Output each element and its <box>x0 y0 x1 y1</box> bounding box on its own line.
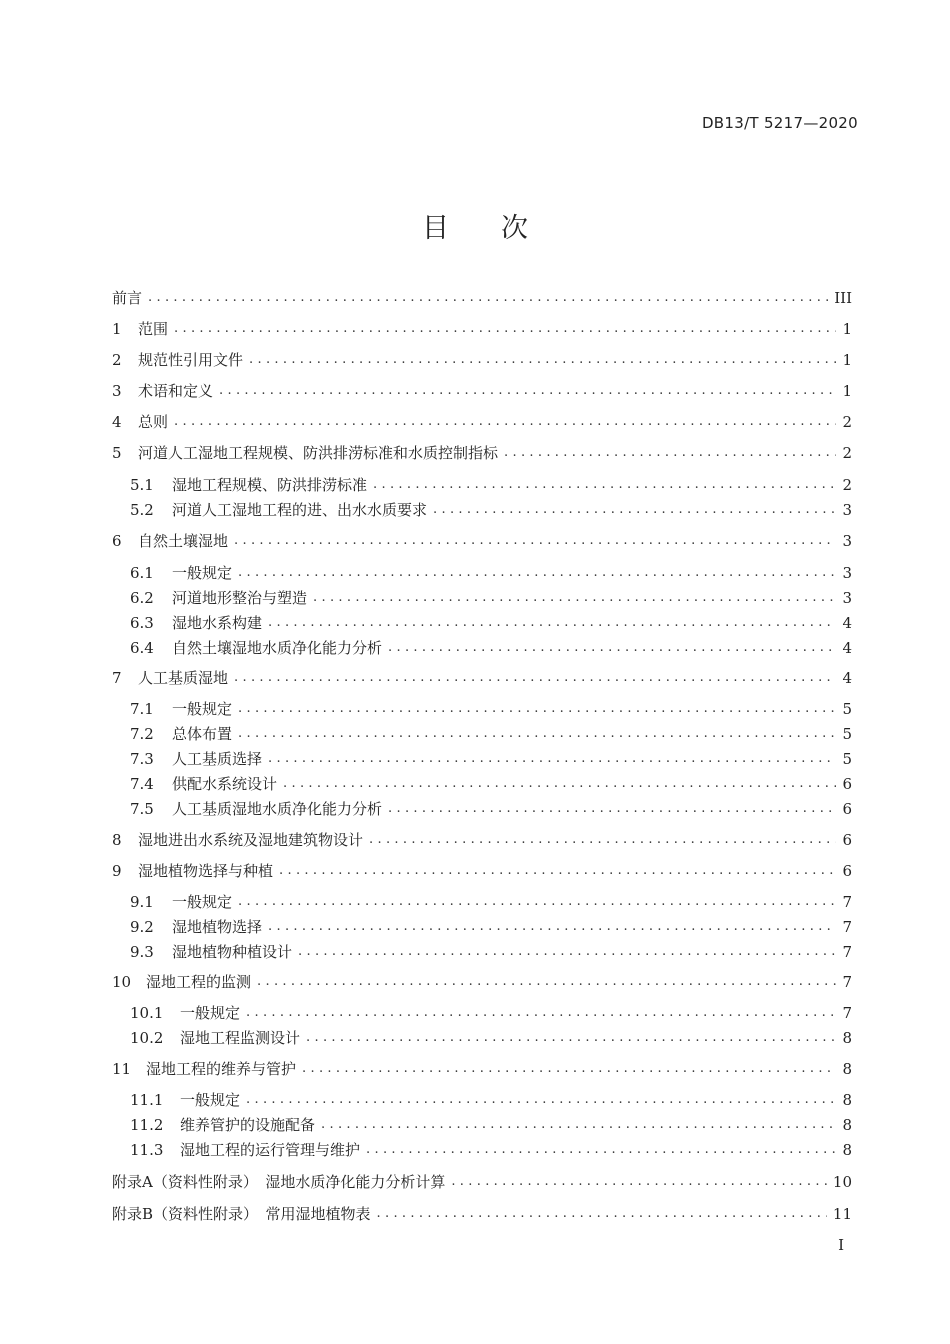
toc-entry-10[interactable] <box>112 970 852 994</box>
toc-entry-number: 7.3 <box>130 750 154 768</box>
toc-entry-label: 供配水系统设计 <box>172 775 278 793</box>
toc-entry-page: 7 <box>842 943 852 961</box>
toc-entry-label: 总体布置 <box>172 725 233 743</box>
toc-entry-number: 5 <box>112 444 122 462</box>
toc-entry-5-2[interactable] <box>112 498 852 522</box>
toc-entry-number: 9.2 <box>130 918 154 936</box>
toc-entry-page: 8 <box>842 1141 852 1159</box>
toc-entry-number: 11.2 <box>130 1116 164 1134</box>
toc-entry-label: 河道人工湿地工程规模、防洪排涝标准和水质控制指标 <box>138 444 499 462</box>
toc-entry-number: 5.2 <box>130 501 154 519</box>
toc-entry-11-2[interactable] <box>112 1113 852 1137</box>
toc-entry-number: 10 <box>112 973 132 991</box>
toc-entry-label: 湿地工程监测设计 <box>180 1029 301 1047</box>
dot-leader <box>388 636 836 660</box>
dot-leader <box>246 1001 836 1025</box>
toc-entry-page: 1 <box>842 382 852 400</box>
toc-entry-number: 10.1 <box>130 1004 164 1022</box>
toc-entry-number: 5.1 <box>130 476 154 494</box>
toc-entry-number: 9.1 <box>130 893 154 911</box>
toc-entry-label: 术语和定义 <box>138 382 214 400</box>
toc-entry-7-1[interactable] <box>112 697 852 721</box>
toc-entry-appendix-a[interactable] <box>112 1170 852 1194</box>
toc-entry-number: 11.1 <box>130 1091 164 1109</box>
dot-leader <box>283 772 836 796</box>
dot-leader <box>268 915 836 939</box>
toc-entry-label: 自然土壤湿地 <box>138 532 229 550</box>
dot-leader <box>238 561 836 585</box>
toc-entry-label: 湿地植物选择与种植 <box>138 862 274 880</box>
toc-entry-11-1[interactable] <box>112 1088 852 1112</box>
toc-entry-5[interactable] <box>112 441 852 465</box>
dot-leader <box>238 722 836 746</box>
toc-entry-label: 一般规定 <box>172 700 233 718</box>
toc-entry-page: 7 <box>842 1004 852 1022</box>
toc-entry-label: 湿地工程的监测 <box>146 973 252 991</box>
toc-entry-page: 11 <box>832 1205 852 1223</box>
toc-entry-9[interactable] <box>112 859 852 883</box>
toc-entry-2[interactable] <box>112 348 852 372</box>
toc-entry-number: 6.1 <box>130 564 154 582</box>
toc-entry-label: 人工基质湿地水质净化能力分析 <box>172 800 383 818</box>
dot-leader <box>298 940 836 964</box>
toc-entry-label: 前言 <box>112 289 143 307</box>
toc-entry-9-2[interactable] <box>112 915 852 939</box>
dot-leader <box>268 611 836 635</box>
toc-entry-page: 3 <box>842 589 852 607</box>
dot-leader <box>366 1138 836 1162</box>
toc-entry-number: 9.3 <box>130 943 154 961</box>
toc-entry-label: 规范性引用文件 <box>138 351 244 369</box>
toc-entry-3[interactable] <box>112 379 852 403</box>
toc-entry-label: 湿地植物种植设计 <box>172 943 293 961</box>
dot-leader <box>451 1170 827 1194</box>
dot-leader <box>306 1026 836 1050</box>
dot-leader <box>369 828 836 852</box>
toc-entry-9-3[interactable] <box>112 940 852 964</box>
toc-entry-11[interactable] <box>112 1057 852 1081</box>
dot-leader <box>321 1113 836 1137</box>
dot-leader <box>174 410 836 434</box>
dot-leader <box>268 747 836 771</box>
toc-entry-7-4[interactable] <box>112 772 852 796</box>
document-code: DB13/T 5217—2020 <box>701 114 858 132</box>
toc-entry-page: III <box>834 289 852 307</box>
toc-entry-label: 河道地形整治与塑造 <box>172 589 308 607</box>
toc-entry-number: 8 <box>112 831 122 849</box>
toc-entry-6-4[interactable] <box>112 636 852 660</box>
toc-entry-page: 10 <box>832 1173 852 1191</box>
toc-entry-6-2[interactable] <box>112 586 852 610</box>
toc-entry-page: 3 <box>842 532 852 550</box>
dot-leader <box>373 473 836 497</box>
toc-entry-label: 湿地植物选择 <box>172 918 263 936</box>
toc-entry-page: 4 <box>842 639 852 657</box>
toc-entry-7-3[interactable] <box>112 747 852 771</box>
toc-entry-label: 湿地水系构建 <box>172 614 263 632</box>
toc-entry-page: 2 <box>842 476 852 494</box>
toc-entry-6-3[interactable] <box>112 611 852 635</box>
toc-entry-label: 附录B（资料性附录） 常用湿地植物表 <box>112 1205 371 1223</box>
toc-entry-page: 3 <box>842 564 852 582</box>
toc-entry-page: 7 <box>842 893 852 911</box>
toc-entry-label: 自然土壤湿地水质净化能力分析 <box>172 639 383 657</box>
toc-entry-label: 总则 <box>138 413 169 431</box>
toc-title <box>0 206 950 245</box>
dot-leader <box>234 666 836 690</box>
toc-entry-label: 人工基质选择 <box>172 750 263 768</box>
page-number: I <box>838 1236 844 1254</box>
toc-entry-number: 6.2 <box>130 589 154 607</box>
toc-entry-number: 1 <box>112 320 122 338</box>
dot-leader <box>433 498 836 522</box>
toc-entry-number: 6 <box>112 532 122 550</box>
toc-entry-page: 1 <box>842 351 852 369</box>
toc-entry-page: 8 <box>842 1116 852 1134</box>
toc-entry-page: 4 <box>842 669 852 687</box>
toc-entry-number: 7.5 <box>130 800 154 818</box>
toc-entry-label: 一般规定 <box>172 564 233 582</box>
toc-entry-11-3[interactable] <box>112 1138 852 1162</box>
toc-entry-page: 7 <box>842 973 852 991</box>
dot-leader <box>234 529 836 553</box>
dot-leader <box>238 697 836 721</box>
toc-entry-label: 一般规定 <box>172 893 233 911</box>
toc-entry-label: 一般规定 <box>180 1091 241 1109</box>
toc-entry-9-1[interactable] <box>112 890 852 914</box>
toc-entry-10-2[interactable] <box>112 1026 852 1050</box>
toc-entry-7[interactable] <box>112 666 852 690</box>
toc-entry-1[interactable] <box>112 317 852 341</box>
toc-entry-number: 7.4 <box>130 775 154 793</box>
toc-entry-label: 人工基质湿地 <box>138 669 229 687</box>
toc-entry-page: 1 <box>842 320 852 338</box>
dot-leader <box>257 970 836 994</box>
toc-entry-page: 4 <box>842 614 852 632</box>
toc-entry-10-1[interactable] <box>112 1001 852 1025</box>
toc-entry-label: 湿地工程的维养与管护 <box>146 1060 297 1078</box>
toc-entry-7-2[interactable] <box>112 722 852 746</box>
toc-entry-number: 4 <box>112 413 122 431</box>
toc-entry-number: 9 <box>112 862 122 880</box>
toc-entry-label: 维养管护的设施配备 <box>180 1116 316 1134</box>
toc-entry-page: 6 <box>842 831 852 849</box>
toc-entry-number: 7.2 <box>130 725 154 743</box>
toc-entry-number: 7.1 <box>130 700 154 718</box>
dot-leader <box>174 317 836 341</box>
toc-entry-page: 5 <box>842 700 852 718</box>
toc-title-char-1: 目 <box>422 213 449 244</box>
toc-entry-label: 湿地工程规模、防洪排涝标准 <box>172 476 368 494</box>
toc-entry-page: 6 <box>842 862 852 880</box>
toc-entry-page: 5 <box>842 725 852 743</box>
toc-entry-number: 6.4 <box>130 639 154 657</box>
toc-title-char-2: 次 <box>501 213 528 244</box>
toc-entry-6-1[interactable] <box>112 561 852 585</box>
dot-leader <box>279 859 836 883</box>
toc-entry-page: 8 <box>842 1091 852 1109</box>
toc-entry-number: 6.3 <box>130 614 154 632</box>
toc-entry-number: 3 <box>112 382 122 400</box>
toc-entry-number: 11 <box>112 1060 132 1078</box>
toc-entry-page: 2 <box>842 413 852 431</box>
toc-entry-label: 湿地进出水系统及湿地建筑物设计 <box>138 831 364 849</box>
toc-entry-page: 8 <box>842 1060 852 1078</box>
toc-entry-appendix-b[interactable] <box>112 1202 852 1226</box>
toc-entry-label: 一般规定 <box>180 1004 241 1022</box>
toc-entry-label: 河道人工湿地工程的进、出水水质要求 <box>172 501 428 519</box>
toc-entry-label: 范围 <box>138 320 169 338</box>
toc-entry-page: 6 <box>842 800 852 818</box>
dot-leader <box>148 286 828 310</box>
toc-entry-page: 8 <box>842 1029 852 1047</box>
toc-entry-number: 10.2 <box>130 1029 164 1047</box>
dot-leader <box>388 797 836 821</box>
dot-leader <box>249 348 836 372</box>
dot-leader <box>219 379 836 403</box>
dot-leader <box>302 1057 836 1081</box>
toc-entry-8[interactable] <box>112 828 852 852</box>
dot-leader <box>504 441 836 465</box>
dot-leader <box>238 890 836 914</box>
toc-entry-number: 11.3 <box>130 1141 164 1159</box>
toc-entry-number: 7 <box>112 669 122 687</box>
toc-entry-label: 附录A（资料性附录） 湿地水质净化能力分析计算 <box>112 1173 446 1191</box>
toc-entry-page: 7 <box>842 918 852 936</box>
toc-entry-number: 2 <box>112 351 122 369</box>
toc-entry-6[interactable] <box>112 529 852 553</box>
toc-entry-page: 5 <box>842 750 852 768</box>
toc-entry-page: 6 <box>842 775 852 793</box>
toc-entry-page: 2 <box>842 444 852 462</box>
toc-entry-7-5[interactable] <box>112 797 852 821</box>
dot-leader <box>246 1088 836 1112</box>
toc-entry-foreword[interactable] <box>112 286 852 310</box>
toc-entry-label: 湿地工程的运行管理与维护 <box>180 1141 361 1159</box>
toc-entry-4[interactable] <box>112 410 852 434</box>
dot-leader <box>313 586 836 610</box>
dot-leader <box>377 1202 827 1226</box>
toc-entry-5-1[interactable] <box>112 473 852 497</box>
toc-entry-page: 3 <box>842 501 852 519</box>
